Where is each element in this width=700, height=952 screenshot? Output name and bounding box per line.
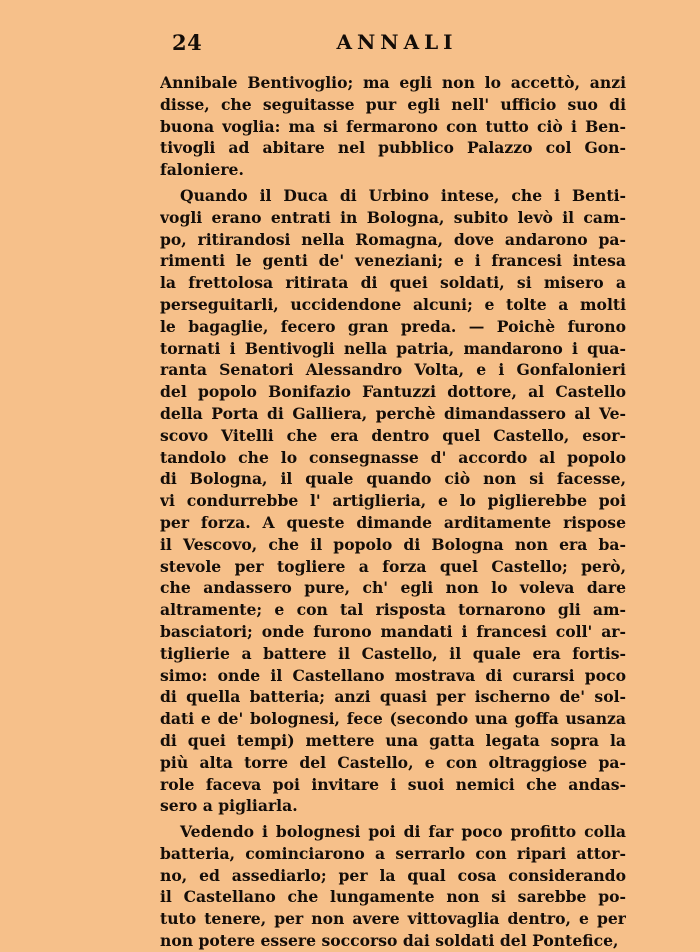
text-line: del popolo Bonifazio Fantuzzi dottore, al Castello	[160, 382, 626, 402]
text-line: di Bologna, il quale quando ciò non si facesse,	[160, 469, 626, 489]
text-line: role faceva poi invitare i suoi nemici che andas-	[160, 774, 626, 794]
text-line: batteria, cominciarono a serrarlo con ripari attor-	[160, 843, 626, 863]
text-line: le bagaglie, fecero gran preda. — Poichè furono	[160, 316, 626, 336]
text-line: po, ritirandosi nella Romagna, dove andarono pa-	[160, 229, 626, 249]
text-line: tandolo che lo consegnasse d' accordo al popolo	[160, 447, 626, 467]
body-text	[160, 72, 626, 952]
text-line: vogli erano entrati in Bologna, subito levò il cam-	[160, 207, 626, 227]
text-line: no, ed assediarlo; per la qual cosa considerando	[160, 865, 626, 885]
text-line: altramente; e con tal risposta tornarono gli am-	[160, 600, 626, 620]
text-line: di quella batteria; anzi quasi per ischerno de' sol-	[160, 687, 626, 707]
text-line: rimenti le genti de' veneziani; e i francesi intesa	[160, 251, 626, 271]
text-line: di quei tempi) mettere una gatta legata sopra la	[160, 730, 626, 750]
text-line: stevole per togliere a forza quel Castello; però,	[160, 556, 626, 576]
text-line: non potere essere soccorso dai soldati del Pontefice,	[160, 931, 619, 951]
text-line: Annibale Bentivoglio; ma egli non lo accettò, anzi	[160, 73, 626, 92]
text-line: che andassero pure, ch' egli non lo voleva dare	[160, 578, 626, 598]
text-line: la frettolosa ritirata di quei soldati, si misero a	[160, 273, 626, 293]
paragraph	[160, 185, 626, 817]
text-line: tuto tenere, per non avere vittovaglia dentro, e per	[160, 909, 626, 929]
text-line: per forza. A queste dimande arditamente rispose	[160, 512, 626, 532]
text-line: tivogli ad abitare nel pubblico Palazzo col Gon-	[160, 138, 626, 158]
text-line: buona voglia: ma si fermarono con tutto ciò i Ben-	[160, 116, 626, 136]
text-line: faloniere.	[160, 160, 244, 180]
text-line: dati e de' bolognesi, fece (secondo una goffa usanza	[160, 709, 626, 729]
page-number: 24	[172, 30, 203, 55]
running-head: ANNALI	[336, 30, 458, 54]
text-line: perseguitarli, uccidendone alcuni; e tolte a molti	[160, 294, 626, 314]
text-line: il Vescovo, che il popolo di Bologna non era ba-	[160, 534, 626, 554]
text-line: basciatori; onde furono mandati i francesi coll' ar-	[160, 621, 626, 641]
text-line: più alta torre del Castello, e con oltraggiose pa-	[160, 752, 626, 772]
paragraph	[160, 821, 626, 952]
paragraph	[160, 72, 626, 181]
text-line: simo: onde il Castellano mostrava di curarsi poco	[160, 665, 626, 685]
text-line: tiglierie a battere il Castello, il quale era fortis-	[160, 643, 626, 663]
text-line: Vedendo i bolognesi poi di far poco profitto colla	[180, 822, 626, 842]
text-line: della Porta di Galliera, perchè dimandassero al Ve-	[160, 403, 626, 423]
text-line: ranta Senatori Alessandro Volta, e i Gonfalonieri	[160, 360, 626, 380]
text-line: disse, che seguitasse pur egli nell' ufficio suo di	[160, 94, 626, 114]
text-line: tornati i Bentivogli nella patria, mandarono i qua-	[160, 338, 626, 358]
page-header	[172, 30, 632, 64]
text-line: sero a pigliarla.	[160, 796, 298, 816]
text-line: il Castellano che lungamente non si sarebbe po-	[160, 887, 626, 907]
text-line: Quando il Duca di Urbino intese, che i Benti-	[180, 185, 626, 205]
text-line: vi condurrebbe l' artiglieria, e lo piglierebbe poi	[160, 491, 626, 511]
text-line: scovo Vitelli che era dentro quel Castello, esor-	[160, 425, 626, 445]
